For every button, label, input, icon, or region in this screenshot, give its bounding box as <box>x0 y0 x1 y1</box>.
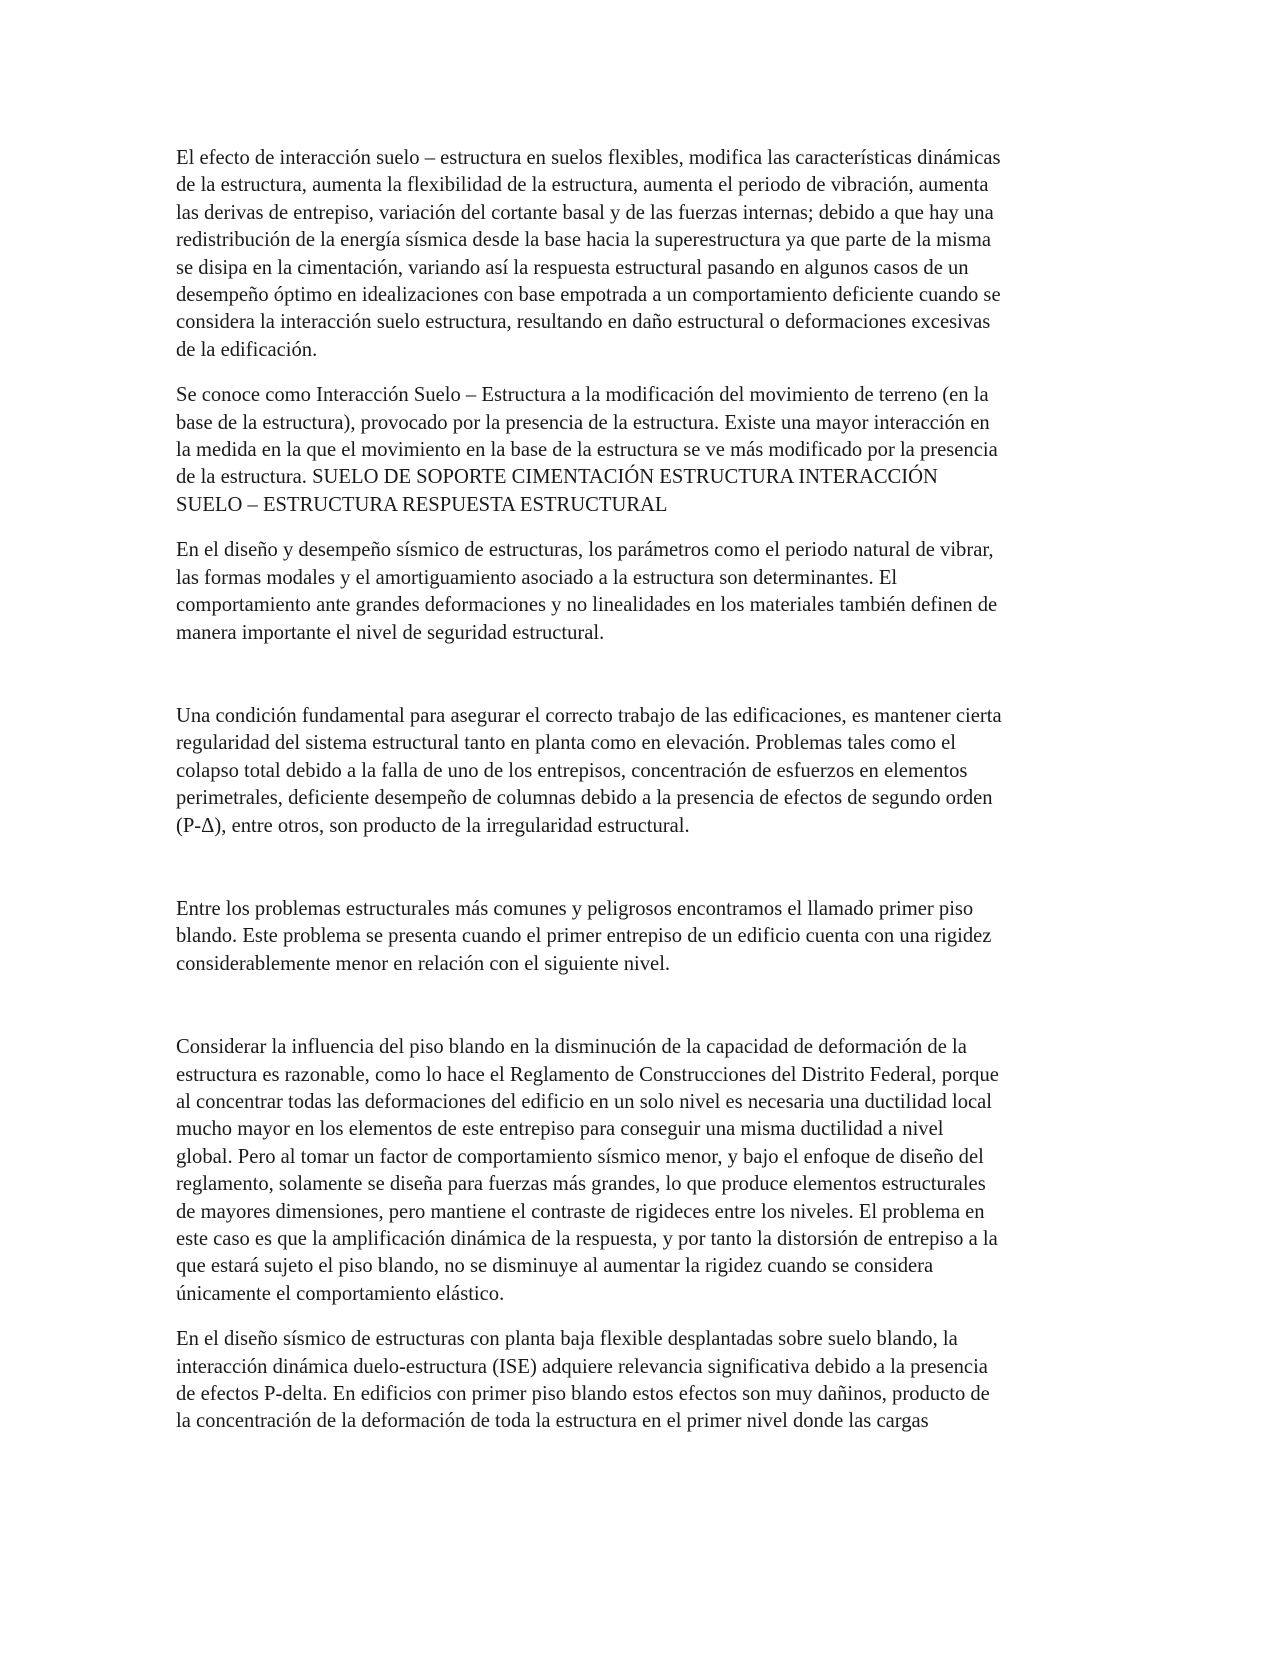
paragraph-regularity <box>176 703 1100 840</box>
text-line: al concentrar todas las deformaciones del edificio en un solo nivel es necesaria una ductilidad local <box>176 1090 992 1113</box>
text-line: global. Pero al tomar un factor de comportamiento sísmico menor, y bajo el enfoque de diseño del <box>176 1145 984 1168</box>
text-line: colapso total debido a la falla de uno de los entrepisos, concentración de esfuerzos en elementos <box>176 759 968 782</box>
text-line: Entre los problemas estructurales más comunes y peligrosos encontramos el llamado primer piso <box>176 897 974 920</box>
text-line: de mayores dimensiones, pero mantiene el contraste de rigideces entre los niveles. El problema en <box>176 1200 985 1223</box>
paragraph-spacer <box>176 978 1100 1034</box>
text-line: que estará sujeto el piso blando, no se disminuye al aumentar la rigidez cuando se considera <box>176 1255 934 1278</box>
text-line: En el diseño sísmico de estructuras con planta baja flexible desplantadas sobre suelo blando, la <box>176 1328 958 1351</box>
text-line: se disipa en la cimentación, variando así la respuesta estructural pasando en algunos casos de un <box>176 256 969 279</box>
paragraph-flexible-ground-floor <box>176 1326 1100 1436</box>
paragraph-soft-story <box>176 896 1100 978</box>
text-line: regularidad del sistema estructural tanto en planta como en elevación. Problemas tales como el <box>176 732 956 755</box>
text-line: las derivas de entrepiso, variación del cortante basal y de las fuerzas internas; debido a que hay una <box>176 201 994 224</box>
text-line: manera importante el nivel de seguridad estructural. <box>176 621 605 644</box>
text-line: El efecto de interacción suelo – estructura en suelos flexibles, modifica las características dinámicas <box>176 147 1001 169</box>
paragraph-spacer <box>176 840 1100 896</box>
text-line: (P-Δ), entre otros, son producto de la irregularidad estructural. <box>176 814 690 837</box>
text-line: de efectos P-delta. En edificios con primer piso blando estos efectos son muy dañinos, producto de <box>176 1383 990 1406</box>
text-line: reglamento, solamente se diseña para fuerzas más grandes, lo que produce elementos estructurales <box>176 1173 986 1196</box>
text-line: blando. Este problema se presenta cuando el primer entrepiso de un edificio cuenta con una rigidez <box>176 925 992 948</box>
text-line: estructura es razonable, como lo hace el Reglamento de Construcciones del Distrito Federal, porque <box>176 1063 999 1086</box>
text-line: las formas modales y el amortiguamiento asociado a la estructura son determinantes. El <box>176 566 898 589</box>
text-line: mucho mayor en los elementos de este entrepiso para conseguir una misma ductilidad a nivel <box>176 1118 944 1141</box>
text-line: considerablemente menor en relación con el siguiente nivel. <box>176 952 671 975</box>
text-line: Considerar la influencia del piso blando en la disminución de la capacidad de deformación de la <box>176 1036 967 1059</box>
text-line: de la estructura. SUELO DE SOPORTE CIMENTACIÓN ESTRUCTURA INTERACCIÓN <box>176 466 938 489</box>
text-line: este caso es que la amplificación dinámica de la respuesta, y por tanto la distorsión de entrepiso a la <box>176 1228 998 1250</box>
paragraph-seismic-design <box>176 537 1100 647</box>
paragraph-ise-definition <box>176 382 1100 519</box>
text-line: de la edificación. <box>176 338 318 361</box>
text-line: de la estructura, aumenta la flexibilidad de la estructura, aumenta el periodo de vibración, aumenta <box>176 174 989 197</box>
text-line: desempeño óptimo en idealizaciones con base empotrada a un comportamiento deficiente cuando se <box>176 284 1001 307</box>
paragraph-soil-structure-effect <box>176 145 1100 364</box>
text-line: perimetrales, deficiente desempeño de columnas debido a la presencia de efectos de segundo orden <box>176 787 993 810</box>
paragraph-spacer <box>176 1308 1100 1326</box>
paragraph-spacer <box>176 364 1100 382</box>
text-line: Se conoce como Interacción Suelo – Estructura a la modificación del movimiento de terreno (en la <box>176 384 989 407</box>
text-line: únicamente el comportamiento elástico. <box>176 1282 505 1305</box>
paragraph-soft-story-influence <box>176 1034 1100 1308</box>
text-line: base de la estructura), provocado por la presencia de la estructura. Existe una mayor interacción en <box>176 411 990 434</box>
text-line: considera la interacción suelo estructura, resultando en daño estructural o deformaciones excesivas <box>176 311 991 334</box>
text-line: la medida en la que el movimiento en la base de la estructura se ve más modificado por la presencia <box>176 439 998 462</box>
text-line: la concentración de la deformación de toda la estructura en el primer nivel donde las cargas <box>176 1410 929 1433</box>
text-line: redistribución de la energía sísmica desde la base hacia la superestructura ya que parte de la misma <box>176 229 992 252</box>
text-line: comportamiento ante grandes deformaciones y no linealidades en los materiales también definen de <box>176 594 998 617</box>
text-line: En el diseño y desempeño sísmico de estructuras, los parámetros como el periodo natural de vibrar, <box>176 539 994 562</box>
paragraph-spacer <box>176 647 1100 703</box>
document-body <box>176 145 1100 1436</box>
text-line: interacción dinámica duelo-estructura (ISE) adquiere relevancia significativa debido a la presencia <box>176 1355 988 1378</box>
paragraph-spacer <box>176 519 1100 537</box>
text-line: SUELO – ESTRUCTURA RESPUESTA ESTRUCTURAL <box>176 493 668 516</box>
text-line: Una condición fundamental para asegurar el correcto trabajo de las edificaciones, es mantener cierta <box>176 704 1002 727</box>
